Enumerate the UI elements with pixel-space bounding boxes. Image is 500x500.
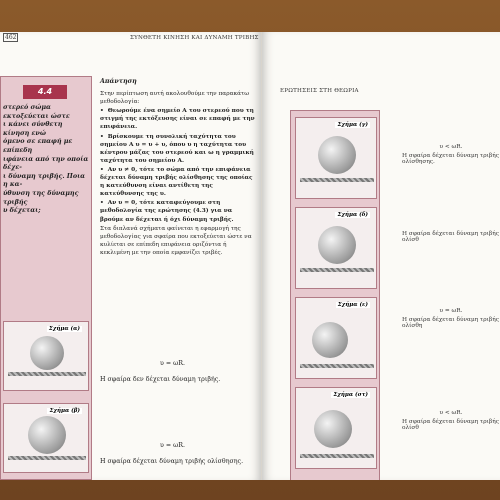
incline-surface [300,364,374,368]
sphere [312,322,348,358]
sphere [28,416,66,454]
figure-note-e [402,308,500,329]
figure-note-c [402,144,500,165]
paragraph: • Αν υ ≠ 0, τότε το σώμα από την επιφάνεια δέχεται δύναμη τριβής ολίσθησης της οποίας η κατεύθυνση είναι αντίθετη της κατεύθυνσης της υ. [100,166,256,198]
paragraph: • Αν υ = 0, τότε καταφεύγουμε στη μεθοδολογία της ερώτησης (4.3) για να βρούμε αν δέχεται ή όχι δύναμη τριβής. [100,199,256,223]
equation: υ = ωR. [160,442,185,449]
question-line: στερεό σώμα εκτοξεύεται ώστε [3,103,70,120]
question-line: υ δέχεται; [3,206,41,215]
paragraph: • Θεωρούμε ένα σημείο Α του στερεού που τη στιγμή της εκτόξευσης είναι σε επαφή με την επιφάνεια. [100,107,256,131]
question-panel [0,76,92,480]
figure-title: Σχήμα (α) [48,326,80,332]
figure-title: Σχήμα (γ) [337,122,368,128]
question-line: ύθυνση της δύναμης τριβής [3,188,79,206]
question-line: ιφάνεια από την οποία δέχε- [3,154,89,172]
question-text [3,103,89,215]
sphere [318,226,356,264]
equation: υ = ωR. [160,360,185,367]
equation: υ < ωR. [439,410,463,416]
incline-surface [300,454,374,458]
paragraph: • Βρίσκουμε τη συνολική ταχύτητα του σημείου Α υ = υ + υ, όπου υ η ταχύτητα του κέντρου μάζας του στερεού και ω η γραμμική ταχύτητα του σημείου Α. [100,133,256,165]
left-page [0,32,262,480]
sphere [30,336,64,370]
figure-title: Σχήμα (δ) [337,212,368,218]
paragraph: Στην περίπτωση αυτή ακολουθούμε την παρακάτω μεθοδολογία: [100,91,250,106]
ground-surface [300,178,374,182]
answer-text [100,78,256,258]
right-page [262,32,500,480]
question-line: όμενο σε επαφή με επίπεδη [3,137,73,154]
equation: υ = ωR. [439,308,463,314]
figure-a [3,321,89,391]
ground-surface [8,372,86,376]
figure-title: Σχήμα (στ) [333,392,368,398]
figure-c [295,117,377,199]
note-text: Η σφαίρα δέχεται δύναμη τριβής ολίσθη [402,317,500,329]
answer-heading: Απάντηση [100,78,137,85]
figure-note-f [402,410,500,431]
open-book [0,18,500,488]
running-head: ΣΥΝΘΕΤΗ ΚΙΝΗΣΗ ΚΑΙ ΔΥΝΑΜΗ ΤΡΙΒΗΣ [130,35,259,41]
running-head: ΕΡΩΤΗΣΕΙΣ ΣΤΗ ΘΕΩΡΙΑ [280,88,359,94]
section-badge: 4.4 [23,85,67,99]
figure-b [3,403,89,473]
figures-panel [290,110,380,480]
figure-note: Η σφαίρα δεν δέχεται δύναμη τριβής. [100,376,221,383]
ground-surface [300,268,374,272]
note-text: Η σφαίρα δέχεται δύναμη τριβής ολίσθ [402,419,500,431]
figure-note-d [402,228,500,243]
question-line: ι δύναμη τριβής. Ποια η κα- [3,171,86,189]
ground-surface [8,456,86,460]
paragraph: Στα διπλανά σχήματα φαίνεται η εφαρμογή της μεθοδολογίας για σφαίρα που εκτοξεύεται ώστε να κυλίεται σε επίπεδη επιφάνεια οριζόντια ή κεκλιμένη με την οποία εμφανίζει τριβές. [100,225,252,256]
note-text: Η σφαίρα δέχεται δύναμη τριβής ολίσθ [402,231,500,243]
question-line: ι κάνει σύνθετη κίνηση ενώ [3,120,63,137]
figure-title: Σχήμα (β) [49,408,80,414]
sphere [314,410,352,448]
equation: υ < ωR. [439,144,463,150]
figure-d [295,207,377,289]
sphere [318,136,356,174]
figure-title: Σχήμα (ε) [337,302,368,308]
figure-e [295,297,377,379]
figure-f [295,387,377,469]
figure-note: Η σφαίρα δέχεται δύναμη τριβής ολίσθησης. [100,458,244,465]
note-text: Η σφαίρα δέχεται δύναμη τριβής ολίσθησης. [402,153,500,165]
page-number: 462 [5,34,17,41]
